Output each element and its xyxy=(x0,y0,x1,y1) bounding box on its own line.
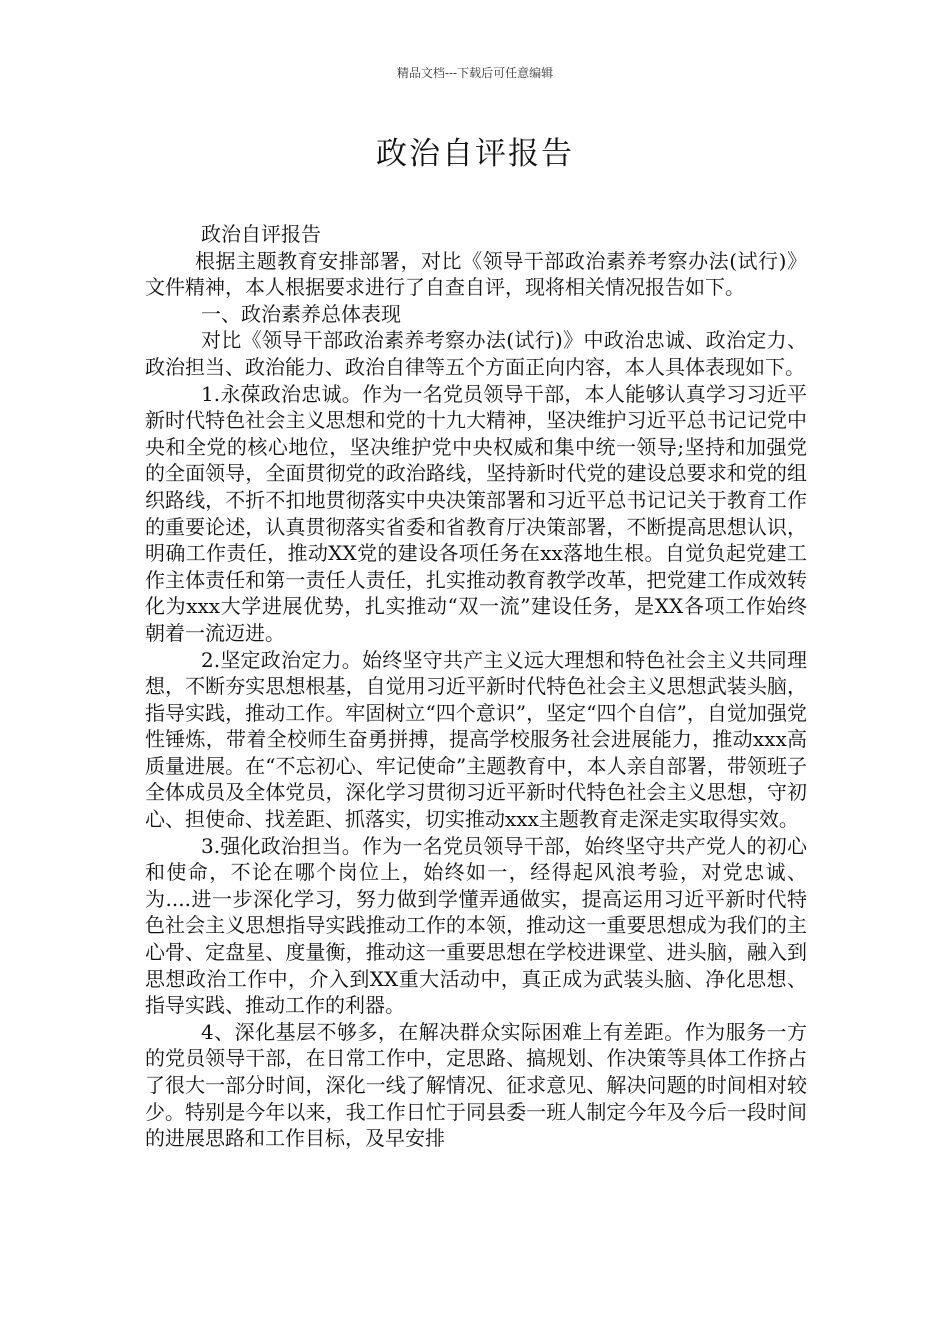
header-note: 精品文档---下载后可任意编辑 xyxy=(396,66,554,80)
intro-paragraph: 根据主题教育安排部署，对比《领导干部政治素养考察办法(试行)》文件精神，本人根据要求进行了自查自评，现将相关情况报告如下。 xyxy=(145,248,807,300)
overview-paragraph: 对比《领导干部政治素养考察办法(试行)》中政治忠诚、政治定力、政治担当、政治能力、政治自律等五个方面正向内容，本人具体表现如下。 xyxy=(145,328,807,379)
subtitle-paragraph: 政治自评报告 xyxy=(201,222,321,246)
item-3-paragraph: 3.强化政治担当。作为一名党员领导干部，始终坚守共产党人的初心和使命，不论在哪个岗位上，始终如一，经得起风浪考验，对党忠诚、为....进一步深化学习，努力做到学懂弄通做实，提高运用习近平新时代特色社会主义思想指导实践推动工作的本领，推动这一重要思想成为我们的主心骨、定盘星、度量衡，推动这一重要思想在学校进课堂、进头脑，融入到思想政治工作中，介入到XX重大活动中，真正成为武装头脑、净化思想、指导实践、推动工作的利器。 xyxy=(145,833,807,1018)
item-4-paragraph: 4、深化基层不够多，在解决群众实际困难上有差距。作为服务一方的党员领导干部，在日常工作中，定思路、搞规划、作决策等具体工作挤占了很大一部分时间，深化一线了解情况、征求意见、解决问题的时间相对较少。特别是今年以来，我工作日忙于同县委一班人制定今年及今后一段时间的进展思路和工作目标，及早安排 xyxy=(145,1019,807,1151)
item-1-paragraph: 1.永葆政治忠诚。作为一名党员领导干部，本人能够认真学习习近平新时代特色社会主义思想和党的十九大精神，坚决维护习近平总书记记党中央和全党的核心地位，坚决维护党中央权威和集中统一领导;坚持和加强党的全面领导，全面贯彻党的政治路线，坚持新时代党的建设总要求和党的组织路线，不折不扣地贯彻落实中央决策部署和习近平总书记记关于教育工作的重要论述，认真贯彻落实省委和省教育厅决策部署，不断提高思想认识，明确工作责任，推动XX党的建设各项任务在xx落地生根。自觉负起党建工作主体责任和第一责任人责任，扎实推动教育教学改革，把党建工作成效转化为xxx大学进展优势，扎实推动“双一流”建设任务，是XX各项工作始终朝着一流迈进。 xyxy=(145,381,807,645)
document-body xyxy=(145,221,807,1152)
section-heading: 一、政治素养总体表现 xyxy=(201,301,401,326)
item-2-paragraph: 2.坚定政治定力。始终坚守共产主义远大理想和特色社会主义共同理想，不断夯实思想根基，自觉用习近平新时代特色社会主义思想武装头脑，指导实践，推动工作。牢固树立“四个意识”，坚定“四个自信”，自觉加强党性锤炼，带着全校师生奋勇拼搏，提高学校服务社会进展能力，推动xxx高质量进展。在“不忘初心、牢记使命”主题教育中，本人亲自部署，带领班子全体成员及全体党员，深化学习贯彻习近平新时代特色社会主义思想，守初心、担使命、找差距、抓落实，切实推动xxx主题教育走深走实取得实效。 xyxy=(145,647,807,832)
document-title: 政治自评报告 xyxy=(376,136,574,172)
